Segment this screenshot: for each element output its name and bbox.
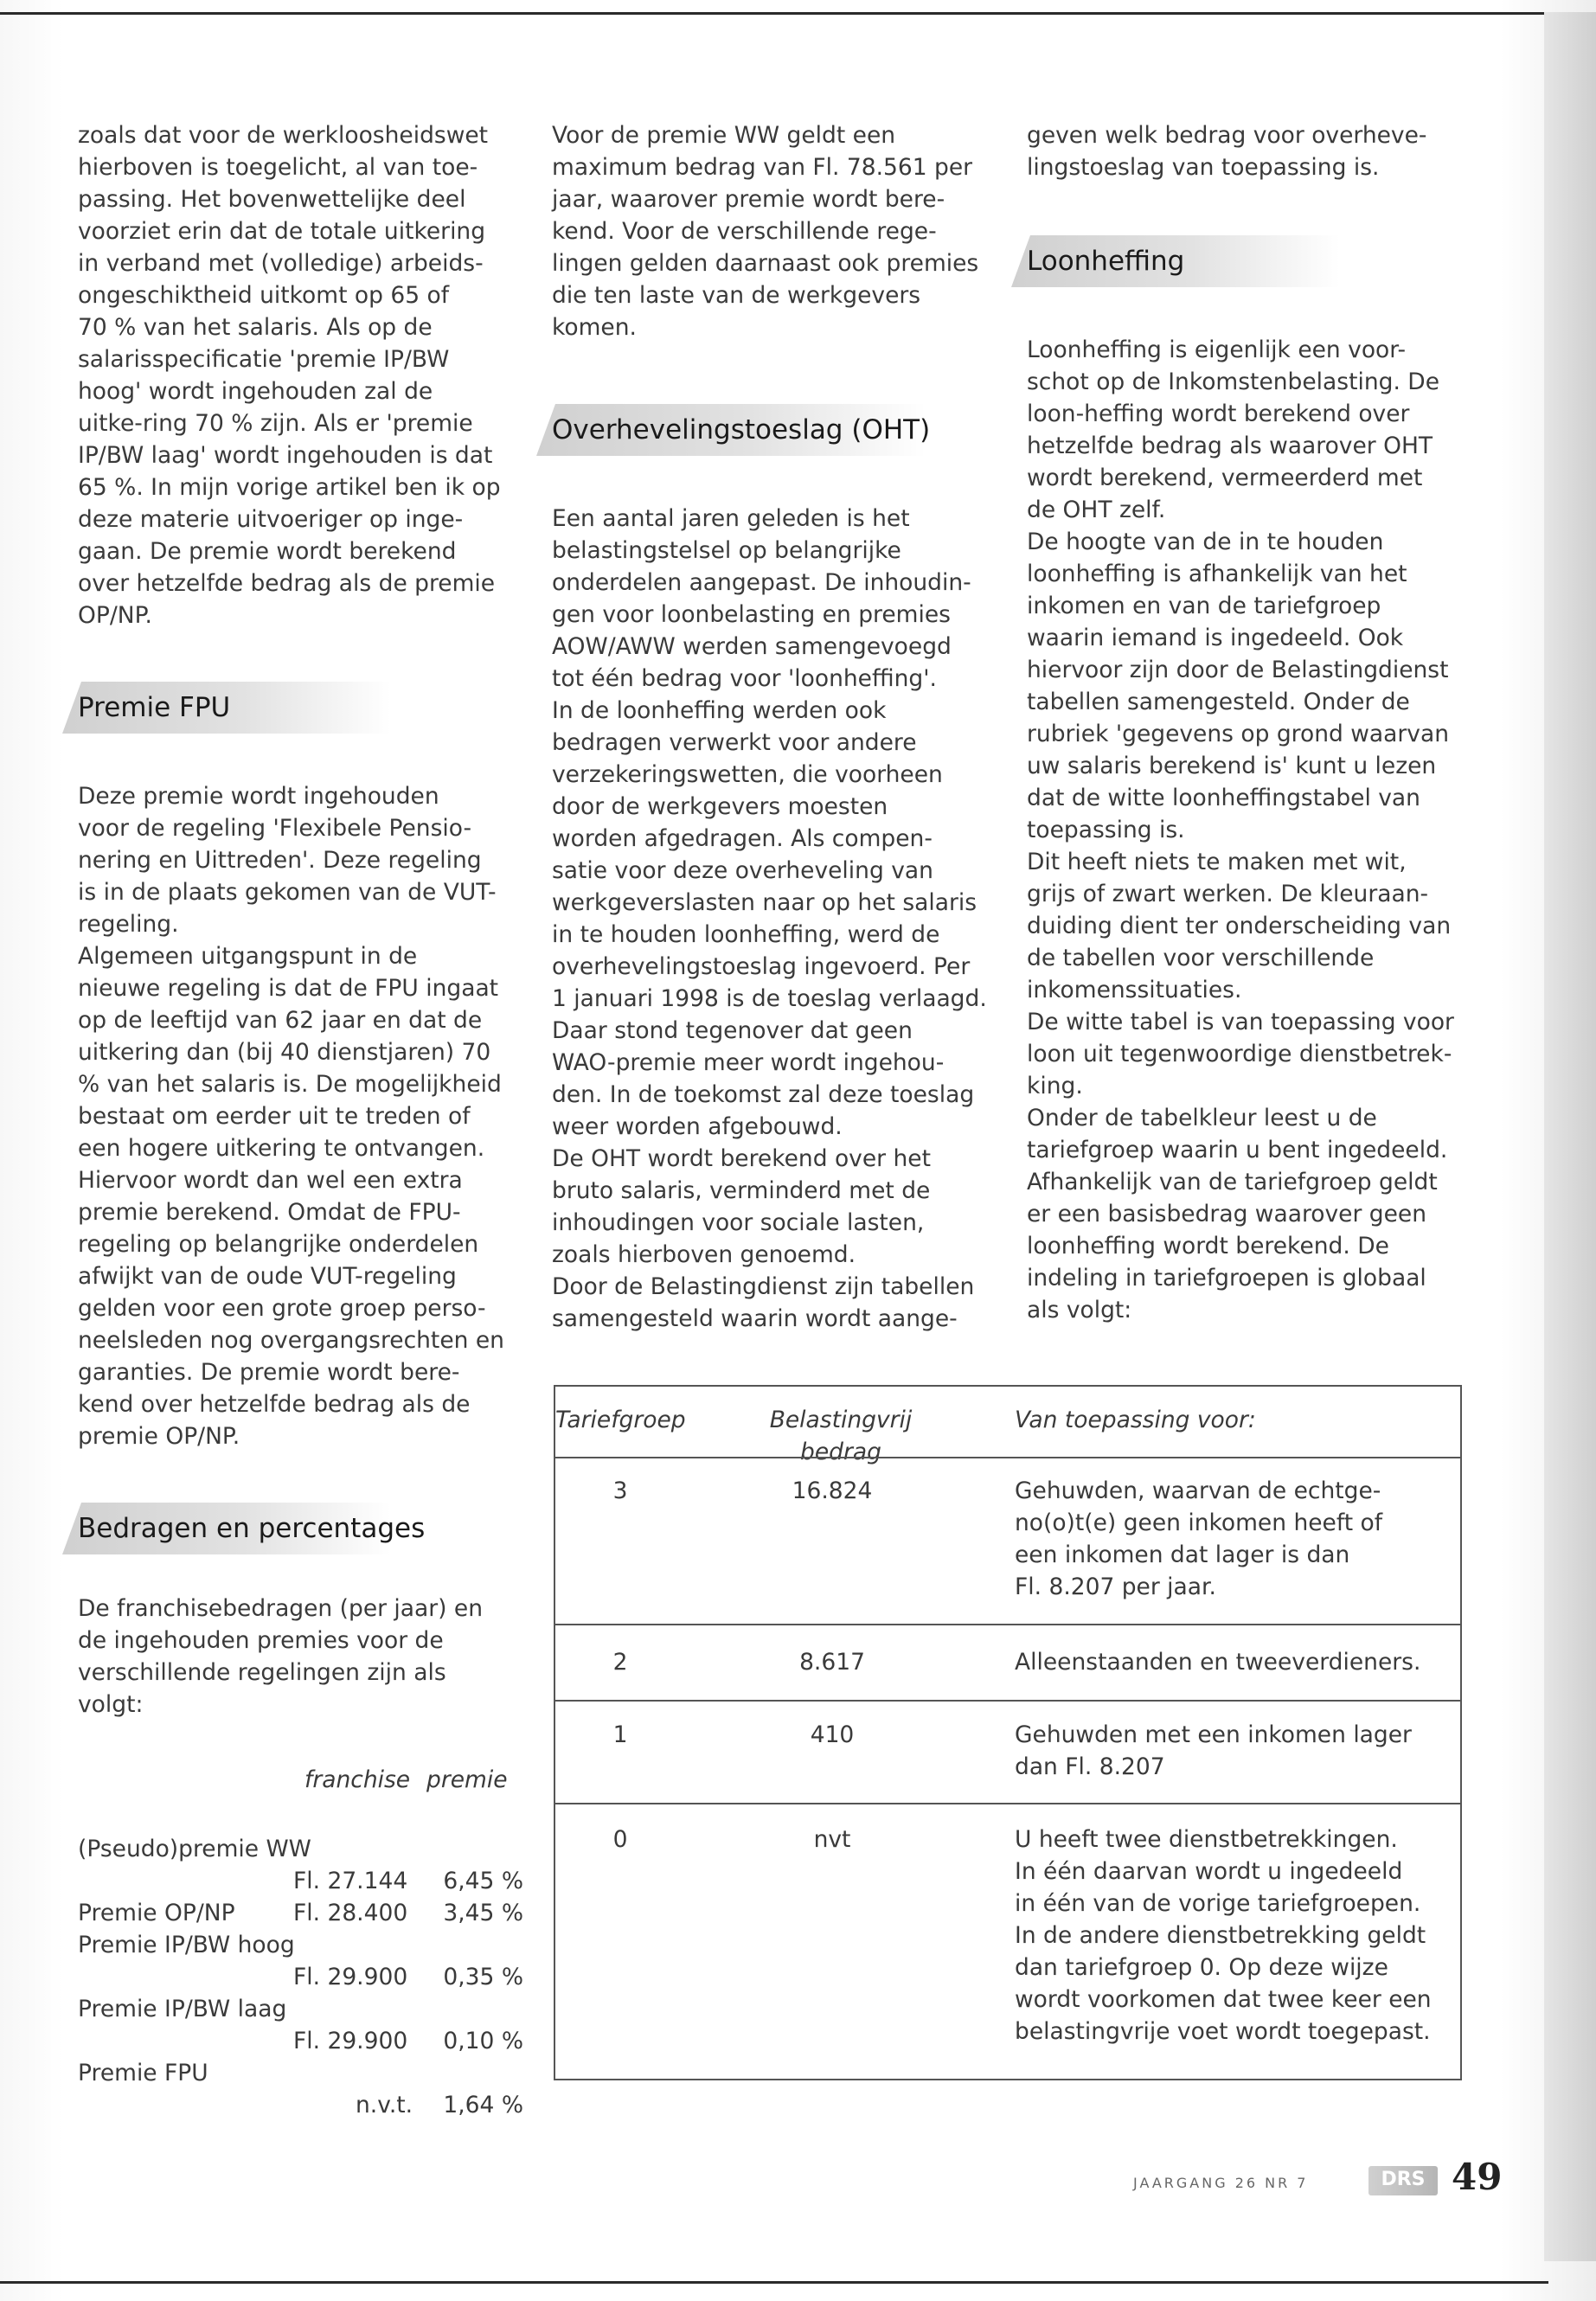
- cell-toepassing: [1015, 1719, 1456, 1783]
- rate-label-ww: (Pseudo)premie WW: [78, 1836, 311, 1862]
- ww-paragraph: [552, 119, 997, 343]
- cell-bedrag: nvt: [813, 1826, 851, 1853]
- text-line: als volgt:: [1027, 1297, 1132, 1324]
- text-line: Dit heeft niets te maken met wit,: [1027, 849, 1407, 875]
- text-line: Door de Belastingdienst zijn tabellen: [552, 1273, 975, 1300]
- page-number: 49: [1452, 2156, 1503, 2198]
- text-line: In één daarvan wordt u ingedeeld: [1015, 1858, 1403, 1885]
- text-line: bestaat om eerder uit te treden of: [78, 1103, 471, 1130]
- fpu-paragraph: [78, 780, 523, 1452]
- cell-bedrag: 16.824: [792, 1477, 873, 1504]
- text-line: regeling.: [78, 911, 179, 938]
- text-line: indeling in tariefgroepen is globaal: [1027, 1265, 1426, 1292]
- section-heading-oht: [536, 404, 997, 456]
- rate-amount-ip-laag: Fl. 29.900: [293, 2028, 408, 2054]
- text-line: komen.: [552, 314, 637, 341]
- text-line: premie berekend. Omdat de FPU-: [78, 1199, 461, 1226]
- text-line: In de andere dienstbetrekking geldt: [1015, 1922, 1426, 1949]
- text-line: bruto salaris, verminderd met de: [552, 1177, 931, 1204]
- text-line: Onder de tabelkleur leest u de: [1027, 1105, 1377, 1131]
- oht-paragraph: [552, 503, 997, 1335]
- text-line: satie voor deze overheveling van: [552, 857, 933, 884]
- bedragen-paragraph: [78, 1593, 523, 1721]
- issue-label: JAARGANG 26 NR 7: [1133, 2175, 1309, 2191]
- text-line: lingen gelden daarnaast ook premies: [552, 250, 979, 277]
- text-line: salarisspecificatie 'premie IP/BW: [78, 346, 450, 373]
- text-line: een inkomen dat lager is dan: [1015, 1541, 1350, 1568]
- rate-pct-opnp: 3,45 %: [443, 1900, 523, 1926]
- text-line: toepassing is.: [1027, 817, 1185, 843]
- rate-amount-opnp: Fl. 28.400: [293, 1900, 408, 1926]
- page-edge: [1544, 12, 1596, 2261]
- rate-pct-ip-hoog: 0,35 %: [443, 1964, 523, 1990]
- text-line: hiervoor zijn door de Belastingdienst: [1027, 657, 1449, 683]
- text-line: maximum bedrag van Fl. 78.561 per: [552, 154, 973, 181]
- text-line: tot één bedrag voor 'loonheffing'.: [552, 665, 937, 692]
- text-line: dan Fl. 8.207: [1015, 1753, 1165, 1780]
- text-line: De witte tabel is van toepassing voor: [1027, 1009, 1454, 1035]
- text-line: no(o)t(e) geen inkomen heeft of: [1015, 1509, 1383, 1536]
- text-line: uw salaris berekend is' kunt u lezen: [1027, 753, 1437, 779]
- text-line: overhevelingstoeslag ingevoerd. Per: [552, 953, 971, 980]
- text-line: lingstoeslag van toepassing is.: [1027, 154, 1380, 181]
- heading-text: Bedragen en percentages: [78, 1513, 426, 1544]
- cont-paragraph: [1027, 119, 1472, 183]
- text-line: de ingehouden premies voor de: [78, 1627, 444, 1654]
- text-line: tariefgroep waarin u bent ingedeeld.: [1027, 1137, 1448, 1163]
- cell-toepassing: [1015, 1646, 1456, 1678]
- rates-header-premie: premie: [426, 1766, 508, 1793]
- text-line: zoals dat voor de werkloosheidswet: [78, 122, 489, 149]
- text-line: Loonheffing is eigenlijk een voor-: [1027, 336, 1407, 363]
- text-line: Alleenstaanden en tweeverdieners.: [1015, 1649, 1421, 1676]
- text-line: loon uit tegenwoordige dienstbetrek-: [1027, 1041, 1452, 1067]
- text-line: gelden voor een grote groep perso-: [78, 1295, 486, 1322]
- text-line: deze materie uitvoeriger op inge-: [78, 506, 464, 533]
- text-line: De hoogte van de in te houden: [1027, 529, 1384, 555]
- text-line: worden afgedragen. Als compen-: [552, 825, 933, 852]
- text-line: wordt berekend, vermeerderd met: [1027, 465, 1423, 491]
- text-line: waarin iemand is ingedeeld. Ook: [1027, 625, 1404, 651]
- text-line: hetzelfde bedrag als waarover OHT: [1027, 433, 1433, 459]
- text-line: premie OP/NP.: [78, 1423, 240, 1450]
- text-line: weer worden afgebouwd.: [552, 1113, 843, 1140]
- text-line: werkgeverslasten naar op het salaris: [552, 889, 977, 916]
- text-line: Gehuwden, waarvan de echtge-: [1015, 1477, 1381, 1504]
- table-rule: [555, 1624, 1460, 1625]
- text-line: over hetzelfde bedrag als de premie: [78, 570, 496, 597]
- text-line: wordt voorkomen dat twee keer een: [1015, 1986, 1432, 2013]
- cell-bedrag: 8.617: [799, 1649, 865, 1676]
- text-line: loonheffing is afhankelijk van het: [1027, 561, 1407, 587]
- text-line: tabellen samengesteld. Onder de: [1027, 689, 1410, 715]
- text-line: voor de regeling 'Flexibele Pensio-: [78, 815, 472, 842]
- heading-text: Premie FPU: [78, 692, 231, 723]
- text-line: In de loonheffing werden ook: [552, 697, 887, 724]
- text-line: kend over hetzelfde bedrag als de: [78, 1391, 471, 1418]
- text-line: belastingvrije voet wordt toegepast.: [1015, 2018, 1431, 2045]
- intro-paragraph: [78, 119, 523, 631]
- heading-text: Overhevelingstoeslag (OHT): [552, 414, 931, 445]
- text-line: garanties. De premie wordt bere-: [78, 1359, 460, 1386]
- text-line: bedragen verwerkt voor andere: [552, 729, 917, 756]
- text-line: Een aantal jaren geleden is het: [552, 505, 910, 532]
- page-footer: [1133, 2156, 1522, 2204]
- column-3: [1027, 119, 1472, 1326]
- column-1: [78, 119, 523, 2127]
- text-line: grijs of zwart werken. De kleuraan-: [1027, 881, 1429, 907]
- rate-pct-ip-laag: 0,10 %: [443, 2028, 523, 2054]
- column-2: [552, 119, 997, 1335]
- text-line: 70 % van het salaris. Als op de: [78, 314, 433, 341]
- text-line: duiding dient ter onderscheiding van: [1027, 913, 1452, 939]
- text-line: WAO-premie meer wordt ingehou-: [552, 1049, 945, 1076]
- text-line: uitkering dan (bij 40 dienstjaren) 70: [78, 1039, 491, 1066]
- section-heading-bedragen: [62, 1503, 523, 1554]
- text-line: in verband met (volledige) arbeids-: [78, 250, 484, 277]
- text-line: een hogere uitkering te ontvangen.: [78, 1135, 485, 1162]
- rate-amount-fpu: n.v.t.: [356, 2092, 413, 2118]
- text-line: neelsleden nog overgangsrechten en: [78, 1327, 504, 1354]
- text-line: hierboven is toegelicht, al van toe-: [78, 154, 478, 181]
- text-line: samengesteld waarin wordt aange-: [552, 1305, 958, 1332]
- header-belastingvrij-bedrag: Belastingvrij bedrag: [769, 1407, 913, 1465]
- text-line: voorziet erin dat de totale uitkering: [78, 218, 486, 245]
- text-line: % van het salaris is. De mogelijkheid: [78, 1071, 502, 1098]
- text-line: jaar, waarover premie wordt bere-: [552, 186, 945, 213]
- text-line: U heeft twee dienstbetrekkingen.: [1015, 1826, 1398, 1853]
- rate-pct-ww: 6,45 %: [443, 1868, 523, 1894]
- cell-groep: 0: [612, 1826, 628, 1853]
- text-line: De OHT wordt berekend over het: [552, 1145, 931, 1172]
- text-line: 65 %. In mijn vorige artikel ben ik op: [78, 474, 501, 501]
- text-line: gaan. De premie wordt berekend: [78, 538, 457, 565]
- text-line: schot op de Inkomstenbelasting. De: [1027, 369, 1439, 395]
- rate-label-opnp: Premie OP/NP: [78, 1900, 235, 1926]
- text-line: loonheffing wordt berekend. De: [1027, 1233, 1389, 1259]
- cell-groep: 3: [612, 1477, 628, 1504]
- text-line: verzekeringswetten, die voorheen: [552, 761, 943, 788]
- rate-label-fpu: Premie FPU: [78, 2060, 208, 2086]
- text-line: die ten laste van de werkgevers: [552, 282, 921, 309]
- logo-text: DRS: [1381, 2169, 1426, 2190]
- text-line: gen voor loonbelasting en premies: [552, 601, 951, 628]
- text-line: de tabellen voor verschillende: [1027, 945, 1375, 971]
- text-line: nering en Uittreden'. Deze regeling: [78, 847, 482, 874]
- table-rule: [555, 1700, 1460, 1702]
- text-line: Algemeen uitgangspunt in de: [78, 943, 418, 970]
- text-line: den. In de toekomst zal deze toeslag: [552, 1081, 975, 1108]
- text-line: belastingstelsel op belangrijke: [552, 537, 901, 564]
- tariefgroep-table: [554, 1385, 1462, 2080]
- cell-bedrag: 410: [810, 1721, 855, 1748]
- text-line: hoog' wordt ingehouden zal de: [78, 378, 433, 405]
- text-line: Gehuwden met een inkomen lager: [1015, 1721, 1412, 1748]
- table-rule: [555, 1457, 1460, 1458]
- text-line: kend. Voor de verschillende rege-: [552, 218, 937, 245]
- text-line: onderdelen aangepast. De inhoudin-: [552, 569, 971, 596]
- text-line: IP/BW laag' wordt ingehouden is dat: [78, 442, 493, 469]
- rate-label-ip-laag: Premie IP/BW laag: [78, 1996, 287, 2022]
- table-rule: [555, 1803, 1460, 1804]
- text-line: Afhankelijk van de tariefgroep geldt: [1027, 1169, 1438, 1195]
- text-line: ongeschiktheid uitkomt op 65 of: [78, 282, 450, 309]
- text-line: volgt:: [78, 1691, 144, 1718]
- rate-amount-ww: Fl. 27.144: [293, 1868, 408, 1894]
- magazine-logo-icon: [1368, 2166, 1438, 2195]
- rate-label-ip-hoog: Premie IP/BW hoog: [78, 1932, 295, 1958]
- text-line: afwijkt van de oude VUT-regeling: [78, 1263, 457, 1290]
- text-line: dan tariefgroep 0. Op deze wijze: [1015, 1954, 1388, 1981]
- text-line: OP/NP.: [78, 602, 152, 629]
- text-line: Fl. 8.207 per jaar.: [1015, 1574, 1216, 1600]
- text-line: inhoudingen voor sociale lasten,: [552, 1209, 925, 1236]
- text-line: passing. Het bovenwettelijke deel: [78, 186, 466, 213]
- text-line: loon-heffing wordt berekend over: [1027, 401, 1410, 427]
- rates-header-franchise: franchise: [304, 1766, 411, 1793]
- text-line: door de werkgevers moesten: [552, 793, 888, 820]
- text-line: nieuwe regeling is dat de FPU ingaat: [78, 975, 499, 1002]
- section-heading-loonheffing: [1011, 235, 1472, 287]
- heading-text: Loonheffing: [1027, 246, 1185, 277]
- text-line: er een basisbedrag waarover geen: [1027, 1201, 1427, 1227]
- text-line: uitke-ring 70 % zijn. Als er 'premie: [78, 410, 473, 437]
- text-line: in één van de vorige tariefgroepen.: [1015, 1890, 1421, 1917]
- rates-list: [78, 1729, 523, 2127]
- text-line: Deze premie wordt ingehouden: [78, 783, 439, 810]
- text-line: in te houden loonheffing, werd de: [552, 921, 940, 948]
- text-line: AOW/AWW werden samengevoegd: [552, 633, 952, 660]
- header-tariefgroep: Tariefgroep: [555, 1407, 686, 1433]
- text-line: dat de witte loonheffingstabel van: [1027, 785, 1420, 811]
- text-line: regeling op belangrijke onderdelen: [78, 1231, 479, 1258]
- section-heading-premie-fpu: [62, 682, 523, 734]
- cell-toepassing: [1015, 1823, 1456, 2048]
- text-line: geven welk bedrag voor overheve-: [1027, 122, 1427, 149]
- text-line: inkomen en van de tariefgroep: [1027, 593, 1381, 619]
- text-line: inkomenssituaties.: [1027, 977, 1242, 1003]
- cell-groep: 2: [612, 1649, 628, 1676]
- text-line: De franchisebedragen (per jaar) en: [78, 1595, 484, 1622]
- header-van-toepassing: Van toepassing voor:: [1015, 1407, 1256, 1433]
- text-line: Hiervoor wordt dan wel een extra: [78, 1167, 463, 1194]
- text-line: zoals hierboven genoemd.: [552, 1241, 856, 1268]
- bottom-rule: [0, 2281, 1548, 2284]
- text-line: king.: [1027, 1073, 1083, 1099]
- text-line: op de leeftijd van 62 jaar en dat de: [78, 1007, 483, 1034]
- text-line: rubriek 'gegevens op grond waarvan: [1027, 721, 1449, 747]
- text-line: 1 januari 1998 is de toeslag verlaagd.: [552, 985, 987, 1012]
- loonheffing-paragraph: [1027, 334, 1472, 1326]
- top-rule: [0, 12, 1548, 15]
- text-line: verschillende regelingen zijn als: [78, 1659, 446, 1686]
- text-line: Voor de premie WW geldt een: [552, 122, 896, 149]
- text-line: is in de plaats gekomen van de VUT-: [78, 879, 497, 906]
- cell-toepassing: [1015, 1475, 1456, 1603]
- text-line: de OHT zelf.: [1027, 497, 1166, 523]
- rate-amount-ip-hoog: Fl. 29.900: [293, 1964, 408, 1990]
- cell-groep: 1: [612, 1721, 628, 1748]
- text-line: Daar stond tegenover dat geen: [552, 1017, 913, 1044]
- rate-pct-fpu: 1,64 %: [443, 2092, 523, 2118]
